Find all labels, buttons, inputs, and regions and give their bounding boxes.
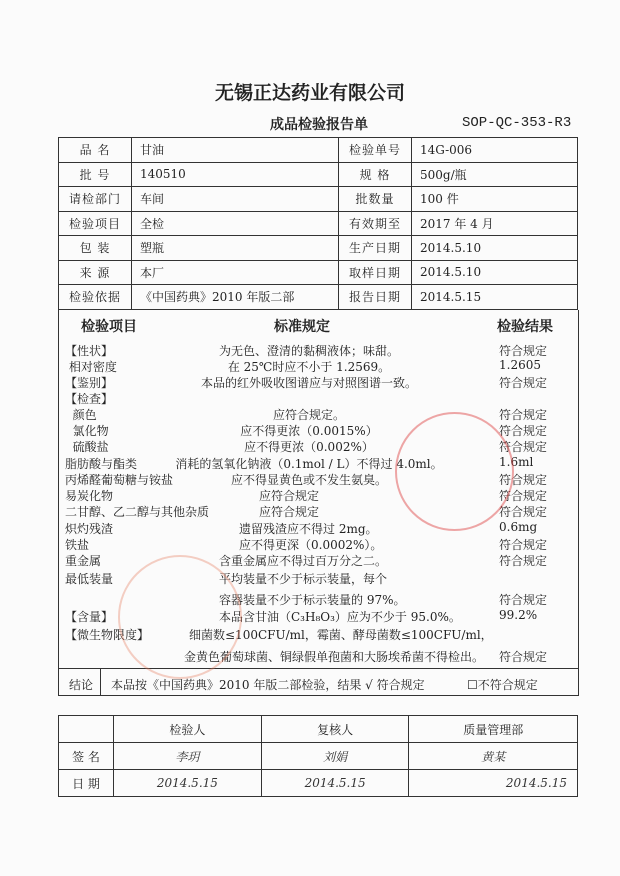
row-result: 符合规定 [499,593,548,607]
row-item: 易炭化物 [65,489,114,503]
conclusion-row [59,668,578,696]
row-result: 99.2% [499,608,538,622]
row-standard: 消耗的氢氧化钠液（0.1mol / L）不得过 4.0ml。 [175,457,443,471]
inspector-date: 2014.5.15 [114,770,262,797]
sig-header-inspector: 检验人 [114,716,262,743]
row-standard: 应不得更深（0.0002%）。 [239,538,383,552]
info-label: 有效期至 [339,211,412,236]
row-item: 重金属 [65,554,102,568]
document-code: SOP-QC-353-R3 [462,115,572,131]
row-result: 符合规定 [499,489,548,503]
row-standard: 应符合规定。 [272,408,345,422]
info-row [59,187,578,212]
signature-table [58,715,578,797]
info-label: 检验依据 [59,285,132,310]
row-item: 颜色 [65,408,97,422]
row-item: 最低装量 [65,572,114,586]
inspector-signature: 李玥 [114,743,262,770]
info-row [59,211,578,236]
row-standard: 金黄色葡萄球菌、铜绿假单孢菌和大肠埃希菌不得检出。 [184,650,485,664]
row-standard: 应符合规定 [259,489,320,503]
red-seal-stamp [395,412,514,531]
info-value: 本厂 [132,260,339,285]
row-result: 1.6ml [499,455,534,469]
row-standard: 应不得显黄色或不发生氨臭。 [230,473,387,487]
row-item: 炽灼残渣 [65,522,114,536]
info-value: 100 件 [412,187,578,212]
row-item: 硫酸盐 [65,440,109,454]
info-label: 报告日期 [339,285,412,310]
header-result: 检验结果 [497,319,553,335]
info-row [59,260,578,285]
row-standard: 平均装量不少于标示装量，每个 [219,572,388,586]
row-item: 【鉴别】 [65,376,114,390]
row-item: 丙烯醛葡萄糖与铵盐 [65,473,174,487]
info-value: 2014.5.10 [412,236,578,261]
row-standard: 本品的红外吸收图谱应与对照图谱一致。 [200,376,417,390]
header-item: 检验项目 [81,319,137,335]
product-info-table [58,137,578,310]
row-item: 脂肪酸与酯类 [65,457,138,471]
reviewer-date: 2014.5.15 [261,770,409,797]
info-label: 检验项目 [59,211,132,236]
row-standard: 为无色、澄清的黏稠液体；味甜。 [218,344,399,358]
row-result: 1.2605 [499,358,541,372]
info-value: 车间 [132,187,339,212]
row-result: 符合规定 [499,554,548,568]
row-result: 符合规定 [499,538,548,552]
row-item: 【含量】 [65,610,114,624]
company-name: 无锡正达药业有限公司 [214,82,405,104]
info-label: 批数量 [339,187,412,212]
row-result: 符合规定 [499,408,548,422]
row-result: 符合规定 [499,344,548,358]
conclusion-text: 本品按《中国药典》2010 年版二部检验，结果 √ 符合规定 [111,678,425,692]
info-label: 检验单号 [339,138,412,163]
row-standard: 应不得更浓（0.0015%） [240,424,378,438]
date-label: 日 期 [59,770,114,797]
row-standard: 应不得更浓（0.002%） [244,440,374,454]
info-value: 2017 年 4 月 [412,211,578,236]
row-standard: 本品含甘油（C₃H₈O₃）应为不少于 95.0%。 [219,610,461,624]
info-value: 塑瓶 [132,236,339,261]
info-value: 500g/瓶 [412,162,578,187]
row-result: 0.6mg [499,520,538,534]
info-label: 规 格 [339,162,412,187]
row-standard: 遗留残渣应不得过 2mg。 [239,522,378,536]
info-label: 取样日期 [339,260,412,285]
qa-date: 2014.5.15 [409,770,578,797]
info-label: 批 号 [59,162,132,187]
info-label: 请检部门 [59,187,132,212]
row-result: 符合规定 [499,440,548,454]
info-value: 140510 [132,162,339,187]
info-label: 品 名 [59,138,132,163]
row-standard: 在 25℃时应不小于 1.2569。 [227,360,391,374]
info-label: 包 装 [59,236,132,261]
row-result: 符合规定 [499,505,548,519]
row-item: 【检查】 [65,392,114,406]
row-result: 符合规定 [499,376,548,390]
info-label: 生产日期 [339,236,412,261]
row-item: 【微生物限度】 [65,628,150,642]
row-standard: 容器装量不少于标示装量的 97%。 [219,593,406,607]
row-result: 符合规定 [499,424,548,438]
row-item: 铁盐 [65,538,90,552]
info-value: 2014.5.10 [412,260,578,285]
row-standard: 细菌数≤100CFU/ml，霉菌、酵母菌数≤100CFU/ml， [189,628,493,642]
sig-header-reviewer: 复核人 [261,716,409,743]
qa-signature: 黄某 [409,743,578,770]
header-standard: 标准规定 [274,319,330,335]
row-item: 氯化物 [65,424,109,438]
company-seal-stamp [118,555,242,679]
info-row [59,138,578,163]
row-result: 符合规定 [499,650,548,664]
info-value: 《中国药典》2010 年版二部 [132,285,339,310]
conclusion-alt-checkbox: ☐不符合规定 [467,678,538,692]
info-row [59,285,578,310]
info-row [59,236,578,261]
info-value: 2014.5.15 [412,285,578,310]
reviewer-signature: 刘娟 [261,743,409,770]
row-standard: 含重金属应不得过百万分之二。 [219,554,388,568]
sign-label: 签 名 [59,743,114,770]
info-value: 14G-006 [412,138,578,163]
info-label: 来 源 [59,260,132,285]
info-row [59,162,578,187]
row-result: 符合规定 [499,473,548,487]
row-item: 【性状】 [65,344,114,358]
sig-header-qa: 质量管理部 [409,716,578,743]
info-value: 甘油 [132,138,339,163]
row-item: 二甘醇、乙二醇与其他杂质 [65,505,210,519]
row-standard: 应符合规定 [259,505,320,519]
info-value: 全检 [132,211,339,236]
row-item: 相对密度 [65,360,117,374]
document-title: 成品检验报告单 [270,117,368,133]
conclusion-label: 结论 [69,678,94,692]
